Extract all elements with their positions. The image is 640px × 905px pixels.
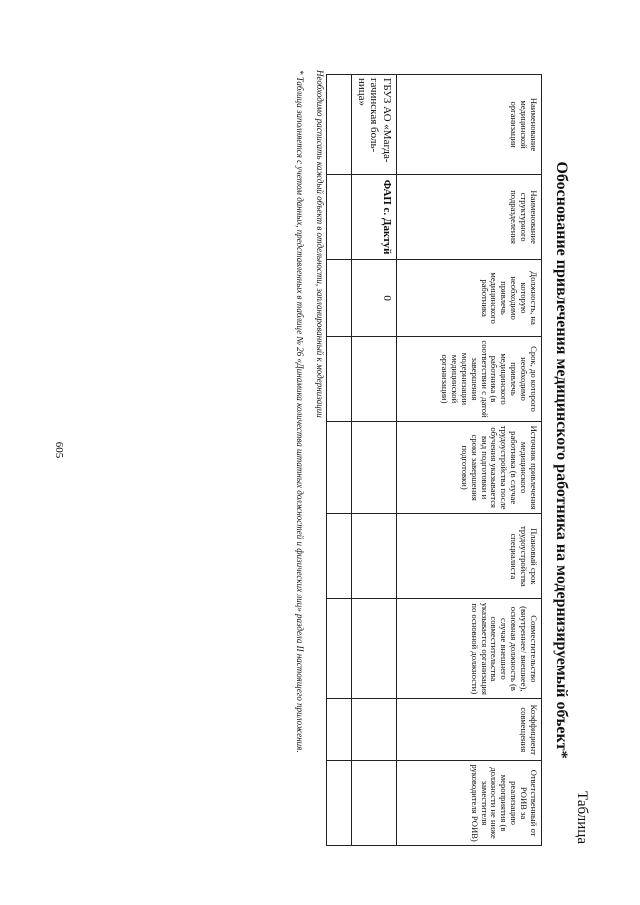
justification-table	[326, 74, 542, 846]
cell-coefficient	[352, 699, 397, 761]
cell-source	[352, 421, 397, 514]
cell-part-time	[352, 599, 397, 699]
footnote-per-object: Необходимо расписать каждый объект в отдельности, запланированный к модернизации	[315, 70, 325, 418]
cell-subdivision: ФАП с. Дактуй	[352, 175, 397, 260]
cell-deadline	[352, 337, 397, 422]
col-header-source: Источник привлечения медицинского работника (в случае трудоустройства после обучения указывается вид подготовки и сроки завершения подготовки)	[397, 421, 542, 514]
col-header-organization: Наименование медицинской организации	[397, 75, 542, 175]
cell-responsible	[352, 761, 397, 846]
table-row-empty	[327, 75, 352, 846]
page-number: 605	[53, 441, 65, 459]
col-header-responsible: Ответственный от РОИВ за реализацию мероприятия (в должности не ниже заместителя руководителя РОИВ)	[397, 761, 542, 846]
table-row	[352, 75, 397, 846]
document-title: Обоснование привлечения медицинского работника на модернизируемый объект*	[553, 161, 570, 759]
cell-organization: ГБУЗ АО «Магда-гачинская боль-ница»	[352, 75, 397, 175]
rotated-page-content	[70, 70, 590, 850]
cell-position: 0	[352, 260, 397, 337]
col-header-deadline: Срок, до которого необходимо привлечь медицинского работника (в соответствии с датой завершения модернизации медицинской организации)	[397, 337, 542, 422]
header-row	[397, 75, 542, 846]
col-header-planned-date: Плановый срок трудоустройства специалиста	[397, 514, 542, 599]
col-header-part-time: Совместительство (внутреннее/ внешнее), основная должность (в случае внешнего совместительства указывается организация по основной должности)	[397, 599, 542, 699]
table-caption: Таблица	[574, 791, 590, 844]
cell-planned-date	[352, 514, 397, 599]
col-header-coefficient: Коэффициент совмещения	[397, 699, 542, 761]
col-header-position: Должность, на которую необходимо привлечь медицинского работника	[397, 260, 542, 337]
footnote-asterisk: * Таблица заполняется с учетом данных, представленных в таблице № 26 «Динамика количества штатных должностей и физических лиц» раздела II настоящего приложения.	[295, 70, 305, 753]
col-header-subdivision: Наименование структурного подразделения	[397, 175, 542, 260]
